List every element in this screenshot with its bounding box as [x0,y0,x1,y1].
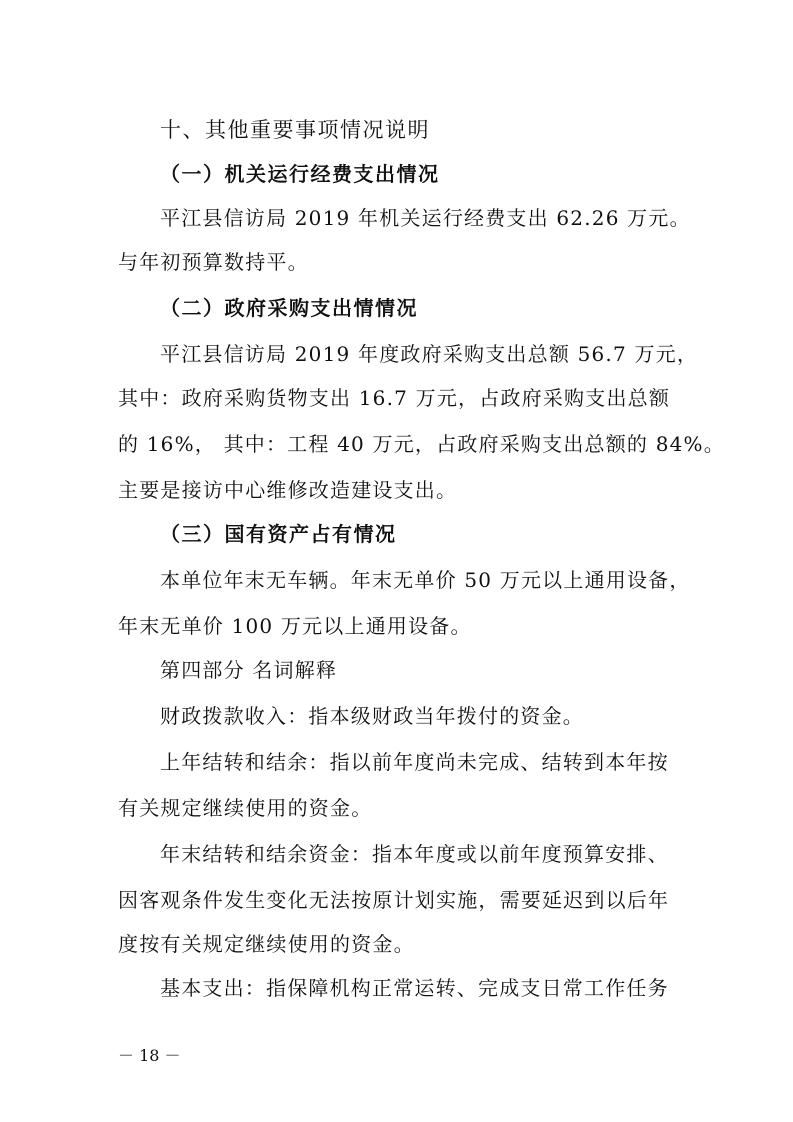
sub-heading-state-assets: （三）国有资产占有情况 [160,522,397,546]
section-title: 十、其他重要事项情况说明 [160,118,430,142]
definition-line: 度按有关规定继续使用的资金。 [118,932,415,956]
sub-heading-procurement: （二）政府采购支出情情况 [160,296,418,320]
paragraph-line: 平江县信访局 2019 年机关运行经费支出 62.26 万元。 [160,206,691,230]
paragraph-line: 与年初预算数持平。 [118,250,309,274]
definition-line: 财政拨款收入：指本级财政当年拨付的资金。 [160,704,584,728]
paragraph-line: 的 16%， 其中：工程 40 万元，占政府采购支出总额的 84%。 [118,432,725,456]
paragraph-line: 平江县信访局 2019 年度政府采购支出总额 56.7 万元， [160,342,699,366]
paragraph-line: 其中：政府采购货物支出 16.7 万元，占政府采购支出总额 [118,386,671,410]
paragraph-line: 本单位年末无车辆。年末无单价 50 万元以上通用设备， [160,568,691,592]
paragraph-line: 年末无单价 100 万元以上通用设备。 [118,614,472,638]
part-four-title: 第四部分 名词解释 [160,658,338,682]
paragraph-line: 主要是接访中心维修改造建设支出。 [118,478,458,502]
definition-line: 上年结转和结余：指以前年度尚未完成、结转到本年按 [160,750,669,774]
page-number: － 18 － [118,1046,181,1065]
definition-line: 因客观条件发生变化无法按原计划实施，需要延迟到以后年 [118,888,670,912]
sub-heading-operating-costs: （一）机关运行经费支出情况 [160,162,440,186]
definition-line: 有关规定继续使用的资金。 [118,796,373,820]
definition-line: 年末结转和结余资金：指本年度或以前年度预算安排、 [160,842,669,866]
definition-line: 基本支出：指保障机构正常运转、完成支日常工作任务 [160,976,669,1000]
